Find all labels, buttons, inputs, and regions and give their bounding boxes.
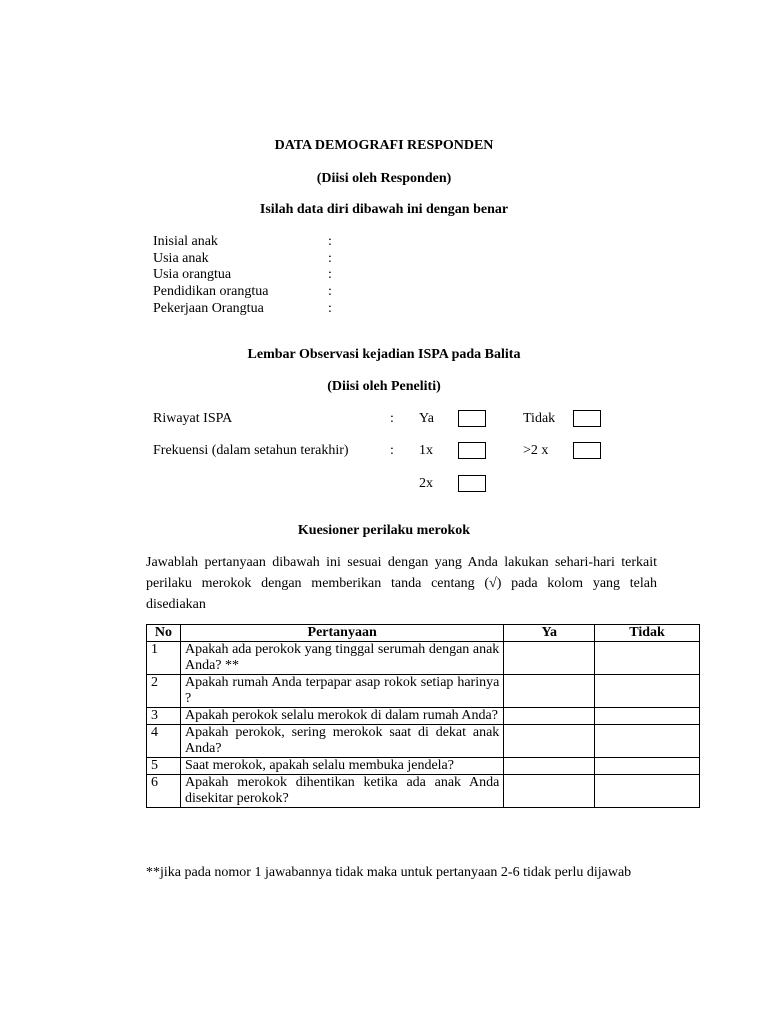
table-row bbox=[147, 725, 700, 758]
table-row bbox=[147, 642, 700, 675]
demographic-row-parent-education bbox=[153, 283, 332, 300]
table-row bbox=[147, 775, 700, 808]
demographic-colon: : bbox=[328, 267, 332, 282]
option-ya-checkbox[interactable] bbox=[458, 410, 486, 427]
row-number: 5 bbox=[147, 758, 181, 775]
option-1x-label: 1x bbox=[419, 443, 433, 458]
demographic-colon: : bbox=[328, 234, 332, 249]
frequency-label: Frekuensi (dalam setahun terakhir) bbox=[153, 443, 349, 458]
question-text: Apakah merokok dihentikan ketika ada anak Anda disekitar perokok? bbox=[180, 775, 503, 808]
observation-title: Lembar Observasi kejadian ISPA pada Balita bbox=[247, 347, 521, 362]
instruction-heading: Isilah data diri dibawah ini dengan benar bbox=[259, 202, 509, 217]
option-tidak-label: Tidak bbox=[523, 411, 556, 426]
row-number: 3 bbox=[147, 708, 181, 725]
option-tidak-checkbox[interactable] bbox=[573, 410, 601, 427]
demographic-colon: : bbox=[328, 251, 332, 266]
row-number: 1 bbox=[147, 642, 181, 675]
demographic-label: Inisial anak bbox=[153, 234, 218, 249]
frequency-colon: : bbox=[390, 443, 394, 458]
document-title: DATA DEMOGRAFI RESPONDEN bbox=[274, 138, 494, 153]
demographic-row-child-age bbox=[153, 250, 332, 267]
option-gt2x-checkbox[interactable] bbox=[573, 442, 601, 459]
answer-tidak-cell[interactable] bbox=[595, 708, 700, 725]
row-number: 2 bbox=[147, 675, 181, 708]
header-no: No bbox=[147, 625, 181, 642]
footnote: **jika pada nomor 1 jawabannya tidak maka untuk pertanyaan 2-6 tidak perlu dijawab bbox=[146, 865, 632, 880]
demographic-label: Pekerjaan Orangtua bbox=[153, 301, 264, 316]
option-ya-label: Ya bbox=[419, 411, 434, 426]
question-text: Apakah perokok, sering merokok saat di dekat anak Anda? bbox=[180, 725, 503, 758]
answer-tidak-cell[interactable] bbox=[595, 725, 700, 758]
answer-tidak-cell[interactable] bbox=[595, 675, 700, 708]
demographic-row-parent-occupation bbox=[153, 300, 332, 317]
answer-ya-cell[interactable] bbox=[504, 725, 595, 758]
questionnaire-intro: Jawablah pertanyaan dibawah ini sesuai dengan yang Anda lakukan sehari-hari terkait perilaku merokok dengan memberikan tanda centang (√) pada kolom yang telah disediakan bbox=[146, 555, 657, 612]
question-text: Apakah ada perokok yang tinggal serumah dengan anak Anda? ** bbox=[180, 642, 503, 675]
table-row bbox=[147, 758, 700, 775]
table-row bbox=[147, 675, 700, 708]
answer-ya-cell[interactable] bbox=[504, 675, 595, 708]
answer-tidak-cell[interactable] bbox=[595, 642, 700, 675]
table-row bbox=[147, 708, 700, 725]
ispa-history-colon: : bbox=[390, 411, 394, 426]
questionnaire-table bbox=[146, 624, 700, 808]
demographic-label: Usia orangtua bbox=[153, 267, 232, 282]
answer-ya-cell[interactable] bbox=[504, 708, 595, 725]
option-1x-checkbox[interactable] bbox=[458, 442, 486, 459]
demographic-row-parent-age bbox=[153, 266, 332, 283]
demographic-colon: : bbox=[328, 301, 332, 316]
answer-ya-cell[interactable] bbox=[504, 775, 595, 808]
option-2x-checkbox[interactable] bbox=[458, 475, 486, 492]
question-text: Apakah rumah Anda terpapar asap rokok setiap harinya ? bbox=[180, 675, 503, 708]
demographic-label: Usia anak bbox=[153, 251, 209, 266]
demographic-label: Pendidikan orangtua bbox=[153, 284, 269, 299]
question-text: Apakah perokok selalu merokok di dalam rumah Anda? bbox=[180, 708, 503, 725]
demographic-row-initial bbox=[153, 233, 332, 250]
answer-ya-cell[interactable] bbox=[504, 758, 595, 775]
question-text: Saat merokok, apakah selalu membuka jendela? bbox=[180, 758, 503, 775]
row-number: 4 bbox=[147, 725, 181, 758]
header-tidak: Tidak bbox=[595, 625, 700, 642]
respondent-subtitle: (Diisi oleh Responden) bbox=[316, 171, 452, 186]
option-2x-label: 2x bbox=[419, 476, 433, 491]
answer-tidak-cell[interactable] bbox=[595, 758, 700, 775]
answer-ya-cell[interactable] bbox=[504, 642, 595, 675]
row-number: 6 bbox=[147, 775, 181, 808]
demographic-colon: : bbox=[328, 284, 332, 299]
ispa-history-label: Riwayat ISPA bbox=[153, 411, 233, 426]
questionnaire-title: Kuesioner perilaku merokok bbox=[297, 523, 471, 538]
answer-tidak-cell[interactable] bbox=[595, 775, 700, 808]
header-pertanyaan: Pertanyaan bbox=[180, 625, 503, 642]
table-header-row bbox=[147, 625, 700, 642]
observation-subtitle: (Diisi oleh Peneliti) bbox=[327, 379, 441, 394]
option-gt2x-label: >2 x bbox=[523, 443, 549, 458]
header-ya: Ya bbox=[504, 625, 595, 642]
